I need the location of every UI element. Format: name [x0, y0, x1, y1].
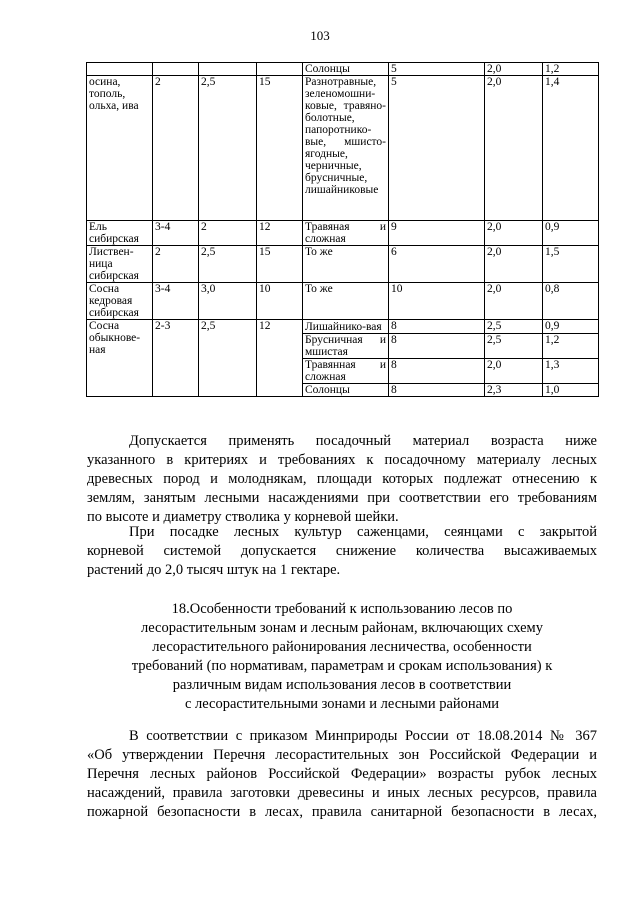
text-line: «Об утверждении Перечня лесорастительных зон Российской Федерации и	[87, 747, 597, 763]
table-cell: Брусничная и мшистая	[303, 334, 389, 359]
table-cell: 5	[389, 63, 485, 76]
table-cell: 1,4	[543, 76, 599, 221]
text-line: по высоте и диаметру стволика у корневой шейки.	[87, 509, 399, 525]
heading-line: лесорастительным зонам и лесным районам, включающих схему	[141, 620, 543, 636]
table-cell: 2,5	[485, 334, 543, 359]
table-cell: 6	[389, 246, 485, 283]
table-cell: 1,3	[543, 359, 599, 384]
text-line: корневой системой допускается снижение количества высаживаемых	[87, 543, 597, 559]
table-cell: 3-4	[153, 283, 199, 320]
table-cell: 2,0	[485, 359, 543, 384]
table-cell: 3,0	[199, 283, 257, 320]
forest-crops-table	[86, 62, 599, 397]
text-line: При посадке лесных культур саженцами, сеянцами с закрытой	[129, 524, 597, 540]
table-cell: осина, тополь, ольха, ива	[87, 76, 153, 221]
paragraph-seedlings	[87, 523, 597, 580]
table-cell: 0,8	[543, 283, 599, 320]
table-cell: 1,2	[543, 334, 599, 359]
text-line: древесных пород и молоднякам, площади которых подлежат отнесению к	[87, 471, 597, 487]
table-cell: 3-4	[153, 221, 199, 246]
heading-line: лесорастительного районирования лесничества, особенности	[152, 639, 532, 655]
section-heading	[87, 600, 597, 714]
table-row	[87, 76, 599, 221]
table-row	[87, 283, 599, 320]
table-cell: 0,9	[543, 221, 599, 246]
table-cell: 2-3	[153, 320, 199, 397]
text-line: пожарной безопасности в лесах, правила санитарной безопасности в лесах,	[87, 804, 597, 820]
table-cell: 8	[389, 384, 485, 397]
table-cell: 1,0	[543, 384, 599, 397]
table-cell: 5	[389, 76, 485, 221]
table-cell: 8	[389, 334, 485, 359]
table-cell: Солонцы	[303, 384, 389, 397]
table-cell: 2,0	[485, 221, 543, 246]
table-row	[87, 221, 599, 246]
table-cell: То же	[303, 283, 389, 320]
heading-line: 18.Особенности требований к использованию лесов по	[171, 601, 513, 617]
table-cell: 1,5	[543, 246, 599, 283]
table-cell: 1,2	[543, 63, 599, 76]
table-cell: Листвен-ница сибирская	[87, 246, 153, 283]
table-cell: 15	[257, 246, 303, 283]
text-line: В соответствии с приказом Минприроды России от 18.08.2014 № 367	[129, 728, 597, 744]
table-cell: 2,0	[485, 63, 543, 76]
table-cell: 2,5	[199, 76, 257, 221]
table-cell: Сосна обыкнове-ная	[87, 320, 153, 397]
table-cell: 2	[153, 76, 199, 221]
table-cell: Лишайнико-вая	[303, 320, 389, 334]
table-cell: То же	[303, 246, 389, 283]
text-line: растений до 2,0 тысяч штук на 1 гектаре.	[87, 562, 341, 578]
table-cell: 2,0	[485, 76, 543, 221]
table-cell: 15	[257, 76, 303, 221]
table-cell: Разнотравные, зеленомошни-ковые, травяно-болотные, папоротнико-вые, мшисто-ягодные, черничные, брусничные, лишайниковые	[303, 76, 389, 221]
table-cell: 8	[389, 320, 485, 334]
table-row	[87, 246, 599, 283]
table-cell: Травянная и сложная	[303, 359, 389, 384]
table-cell: 9	[389, 221, 485, 246]
table-cell: 2,0	[485, 283, 543, 320]
table-cell: 12	[257, 320, 303, 397]
table-cell: Сосна кедровая сибирская	[87, 283, 153, 320]
paragraph-order-reference	[87, 727, 597, 822]
table-cell: 2,5	[199, 320, 257, 397]
text-line: Допускается применять посадочный материал возраста ниже	[129, 433, 597, 449]
table-cell: 2,3	[485, 384, 543, 397]
text-line: Перечня лесных районов Российской Федерации» возрасты рубок лесных	[87, 766, 597, 782]
table-cell: 0,9	[543, 320, 599, 334]
table-cell: 8	[389, 359, 485, 384]
table-row	[87, 63, 599, 76]
table-row	[87, 320, 599, 334]
table-cell: 2	[153, 246, 199, 283]
table-cell	[153, 63, 199, 76]
table-cell: 12	[257, 221, 303, 246]
table-cell: Ель сибирская	[87, 221, 153, 246]
text-line: землям, занятым лесными насаждениями при соответствии его требованиям	[87, 490, 597, 506]
table-cell: Солонцы	[303, 63, 389, 76]
table-cell: 2,5	[199, 246, 257, 283]
table-cell: 10	[389, 283, 485, 320]
heading-line: различным видам использования лесов в соответствии	[172, 677, 512, 693]
heading-line: с лесорастительными зонами и лесными районами	[184, 696, 500, 712]
table-cell: 2	[199, 221, 257, 246]
table-cell: 10	[257, 283, 303, 320]
heading-line: требований (по нормативам, параметрам и срокам использования) к	[131, 658, 553, 674]
table-cell	[87, 63, 153, 76]
page-number: 103	[310, 28, 330, 43]
table-cell	[257, 63, 303, 76]
paragraph-planting-material	[87, 432, 597, 527]
text-line: насаждений, правила заготовки древесины и иных лесных ресурсов, правила	[87, 785, 597, 801]
table-cell	[199, 63, 257, 76]
table-cell: 2,0	[485, 246, 543, 283]
table-cell: 2,5	[485, 320, 543, 334]
text-line: указанного в критериях и требованиях к посадочному материалу лесных	[87, 452, 597, 468]
table-cell: Травяная и сложная	[303, 221, 389, 246]
